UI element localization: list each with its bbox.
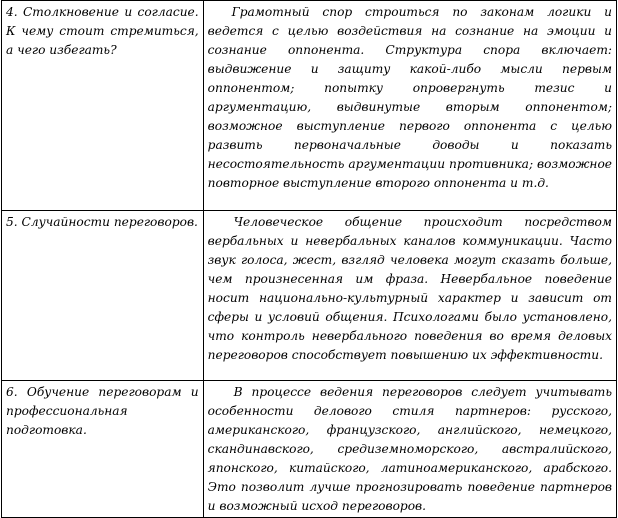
table-row (2, 381, 617, 518)
topic-cell: 5. Случайности переговоров. (2, 211, 204, 381)
topic-cell: 6. Обучение переговорам и профессиональная подготовка. (2, 381, 204, 518)
description-cell: Грамотный спор строиться по законам логики и ведется с целью воздействия на сознание на эмоции и сознание оппонента. Структура спора включает: выдвижение и защиту какой-либо мысли первым оппонентом; попытку опровергнуть тезис и аргументацию, выдвинутые вторым оппонентом; возможное выступление первого оппонента с целью развить первоначальные доводы и показать несостоятельность аргументации противника; возможное повторное выступление второго оппонента и т.д. (203, 1, 616, 211)
topic-cell: 4. Столкновение и согласие. К чему стоит стремиться, а чего избегать? (2, 1, 204, 211)
table-row (2, 1, 617, 211)
table-row (2, 211, 617, 381)
description-cell: В процессе ведения переговоров следует учитывать особенности делового стиля партнеров: русского, американского, французского, английского, немецкого, скандинавского, средиземноморского, австралийского, японского, китайского, латиноамериканского, арабского. Это позволит лучше прогнозировать поведение партнеров и возможный исход переговоров. (203, 381, 616, 518)
document-table (1, 0, 617, 518)
description-cell: Человеческое общение происходит посредством вербальных и невербальных каналов коммуникации. Часто звук голоса, жест, взгляд человека могут сказать больше, чем произнесенная им фраза. Невербальное поведение носит национально-культурный характер и зависит от сферы и условий общения. Психологами было установлено, что контроль невербального поведения во время деловых переговоров способствует повышению их эффективности. (203, 211, 616, 381)
